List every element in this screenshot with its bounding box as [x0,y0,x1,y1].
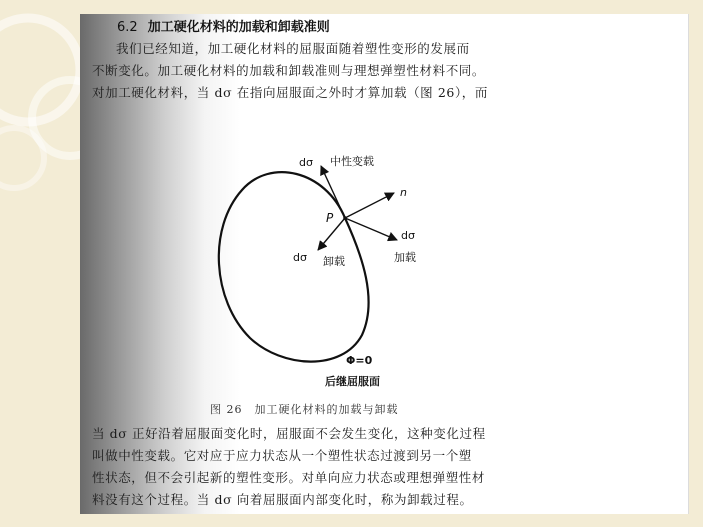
text-line: 叫做中性变载。它对应于应力状态从一个塑性状态过渡到另一个塑 [92,448,472,463]
label-normal-n: n [400,186,407,199]
label-dsigma-neutral: dσ [299,156,313,169]
text-line: 当 dσ 正好沿着屈服面变化时，屈服面不会发生变化，这种变化过程 [92,426,486,441]
text-line: 性状态，但不会引起新的塑性变形。对单向应力状态或理想弹塑性材 [92,470,486,485]
text-line: 不断变化。加工硬化材料的加载和卸载准则与理想弹塑性材料不同。 [92,63,486,78]
label-loading: 加载 [394,251,416,264]
section-title: 加工硬化材料的加载和卸载准则 [147,20,330,35]
label-dsigma-unload: dσ [293,251,307,264]
yield-surface-curve [219,172,369,361]
label-unloading: 卸载 [323,255,345,268]
normal-arrow [345,193,394,218]
point-p [343,216,347,220]
figure-caption: 图 26 加工硬化材料的加载与卸载 [210,403,399,416]
label-dsigma-load: dσ [401,229,415,242]
label-point-p: P [326,211,334,225]
text-line: 我们已经知道，加工硬化材料的屈服面随着塑性变形的发展而 [116,41,470,56]
section-number: 6.2 [117,20,138,35]
paragraph-neutral-loading [92,423,562,511]
label-neutral-loading: 中性变载 [330,155,374,168]
text-line: 料没有这个过程。当 dσ 向着屈服面内部变化时，称为卸载过程。 [92,492,473,507]
label-subsequent-yield-surface: 后继屈服面 [325,375,380,388]
label-phi: Φ=0 [346,354,373,367]
text-line: 对加工硬化材料，当 dσ 在指向屈服面之外时才算加载（图 26），而 [92,85,489,100]
